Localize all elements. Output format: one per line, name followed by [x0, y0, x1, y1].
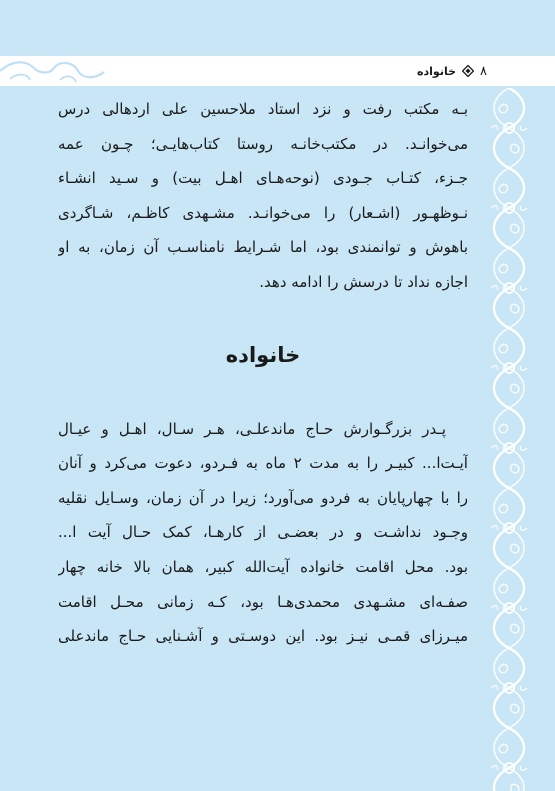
page-number: ۸ [480, 63, 487, 79]
decorative-border-ornament [485, 88, 533, 791]
header-ornament-icon [0, 56, 110, 86]
diamond-icon [462, 65, 474, 77]
text-line: بـه مکتب رفت و نزد استاد ملاحسین علی اردهالی درس [58, 100, 468, 118]
text-line: وجـود نداشـت و در بعضـی از کارهـا، کمک حـال آیت ا... [58, 523, 468, 542]
text-line: میـرزای قمـی نیـز بود. این دوسـتی و آشـنایی حـاج ماندعلی [58, 627, 468, 646]
text-line: آیـت‌ا... کبیـر را به مدت ۲ ماه به فـردو، دعوت می‌کرد و آنان [58, 454, 468, 473]
running-title: خانواده [417, 64, 457, 78]
text-line: باهوش و توانمندی بود، اما شـرایط نامناسـب آن زمان، به او [58, 238, 468, 257]
body-text [58, 92, 468, 654]
running-header [0, 56, 555, 86]
text-line: بود. محل اقامت خانواده آیت‌الله کبیر، همان بالا خانه چهار [58, 557, 468, 576]
text-line: جـزء، کتـاب جـودی (نوحه‌هـای اهـل بیت) و سـید انشـاء [58, 169, 468, 188]
header-content [417, 56, 487, 86]
text-line: پـدر بزرگـوارش حـاج ماندعلـی، هـر سـال، اهـل و عیـال [58, 419, 446, 438]
section-heading: خانواده [225, 343, 301, 368]
text-line: را با چهارپایان به فردو می‌آورد؛ زیرا در آن زمان، وسـایل نقلیه [58, 488, 468, 507]
paragraph-1 [58, 92, 468, 300]
text-line: صفـه‌ای مشـهدی محمدی‌هـا بود، کـه زمانی محـل اقامت [58, 592, 468, 611]
text-line: می‌خوانـد. در مکتب‌خانـه روستا کتاب‌هایـی؛ چـون عمه [58, 134, 468, 153]
text-line: نـوظهـور (اشـعار) را می‌خوانـد. مشـهدی کاظـم، شـاگردی [58, 203, 468, 222]
text-line: اجازه نداد تا درسش را ادامه دهد. [259, 272, 468, 291]
paragraph-2 [58, 412, 468, 654]
